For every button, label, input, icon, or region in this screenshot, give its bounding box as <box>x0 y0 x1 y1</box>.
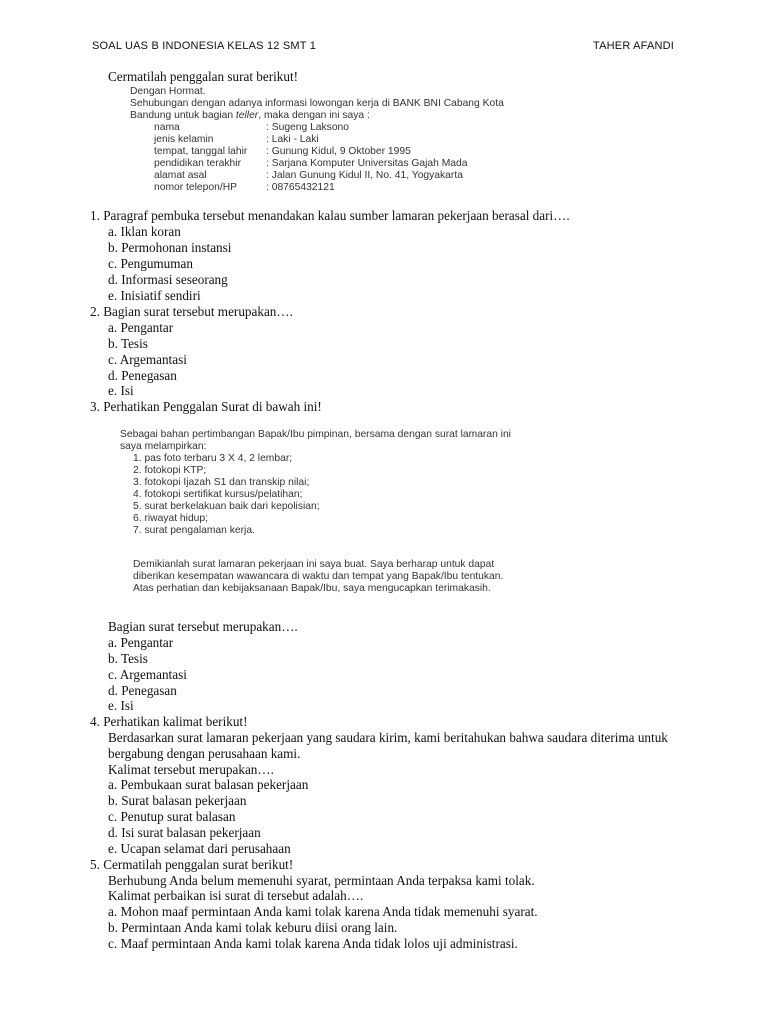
question-2-option: d. Penegasan <box>108 368 177 383</box>
question-3-option: c. Argemantasi <box>108 667 187 682</box>
question-4-stem: 4. Perhatikan kalimat berikut! <box>90 714 248 729</box>
question-2-option: e. Isi <box>108 383 134 398</box>
question-3-option: a. Pengantar <box>108 635 174 650</box>
field-value: : Gunung Kidul, 9 Oktober 1995 <box>266 146 411 157</box>
question-1-option: c. Pengumuman <box>108 256 193 271</box>
letter-greeting: Dengan Hormat. <box>130 86 206 97</box>
field-label: tempat, tanggal lahir <box>154 146 248 157</box>
question-4-option: c. Penutup surat balasan <box>108 809 236 824</box>
field-value: : 08765432121 <box>266 182 335 193</box>
question-1-option: a. Iklan koran <box>108 224 181 239</box>
letter-line: Sehubungan dengan adanya informasi lowongan kerja di BANK BNI Cabang Kota <box>130 98 504 109</box>
attachment-item: 2. fotokopi KTP; <box>133 465 207 476</box>
attachment-item: 4. fotokopi sertifikat kursus/pelatihan; <box>133 489 303 500</box>
question-4-quote: bergabung dengan perusahaan kami. <box>108 746 301 761</box>
question-5-option: c. Maaf permintaan Anda kami tolak karena Anda tidak lolos uji administrasi. <box>108 936 518 951</box>
field-label: pendidikan terakhir <box>154 158 242 169</box>
question-1-stem: 1. Paragraf pembuka tersebut menandakan kalau sumber lamaran pekerjaan berasal dari…. <box>90 208 570 223</box>
letter-line: Bandung untuk bagian teller, maka dengan ini saya : <box>130 110 370 121</box>
field-value: : Jalan Gunung Kidul II, No. 41, Yogyakarta <box>266 170 463 181</box>
field-value: : Laki - Laki <box>266 134 319 145</box>
question-1-option: e. Inisiatif sendiri <box>108 288 201 303</box>
document-header-author: TAHER AFANDI <box>593 40 675 52</box>
question-5-ask: Kalimat perbaikan isi surat di tersebut adalah…. <box>108 888 364 903</box>
question-3-option: d. Penegasan <box>108 683 177 698</box>
field-value: : Sugeng Laksono <box>266 122 350 133</box>
question-4-option: e. Ucapan selamat dari perusahaan <box>108 841 291 856</box>
attachment-item: 5. surat berkelakuan baik dari kepolisian; <box>133 501 320 512</box>
question-2-option: a. Pengantar <box>108 320 174 335</box>
question-5-stem: 5. Cermatilah penggalan surat berikut! <box>90 857 294 872</box>
question-4-quote: Berdasarkan surat lamaran pekerjaan yang saudara kirim, kami beritahukan bahwa saudara diterima untuk <box>108 730 668 745</box>
question-2-stem: 2. Bagian surat tersebut merupakan…. <box>90 304 293 319</box>
question-5-option: a. Mohon maaf permintaan Anda kami tolak karena Anda tidak memenuhi syarat. <box>108 904 538 919</box>
attachment-item: 7. surat pengalaman kerja. <box>133 525 255 536</box>
question-3-option: e. Isi <box>108 698 134 713</box>
question-4-ask: Kalimat tersebut merupakan…. <box>108 762 274 777</box>
letter-closing-line: Atas perhatian dan kebijaksanaan Bapak/Ibu, saya mengucapkan terimakasih. <box>133 583 491 594</box>
question-1-option: b. Permohonan instansi <box>108 240 232 255</box>
question-5-quote: Berhubung Anda belum memenuhi syarat, permintaan Anda terpaksa kami tolak. <box>108 873 535 888</box>
question-4-option: d. Isi surat balasan pekerjaan <box>108 825 261 840</box>
letter-closing-line: diberikan kesempatan wawancara di waktu dan tempat yang Bapak/Ibu tentukan. <box>133 571 504 582</box>
question-5-option: b. Permintaan Anda kami tolak keburu diisi orang lain. <box>108 920 398 935</box>
document-header-title: SOAL UAS B INDONESIA KELAS 12 SMT 1 <box>92 40 317 52</box>
letter-line: saya melampirkan: <box>120 441 207 452</box>
attachment-item: 6. riwayat hidup; <box>133 513 208 524</box>
intro-instruction: Cermatilah penggalan surat berikut! <box>108 69 299 84</box>
field-label: nomor telepon/HP <box>154 182 237 193</box>
question-3-substem: Bagian surat tersebut merupakan…. <box>108 619 298 634</box>
attachment-item: 3. fotokopi Ijazah S1 dan transkip nilai; <box>133 477 310 488</box>
question-4-option: b. Surat balasan pekerjaan <box>108 793 247 808</box>
field-label: alamat asal <box>154 170 207 181</box>
field-label: nama <box>154 122 180 133</box>
question-3-stem: 3. Perhatikan Penggalan Surat di bawah ini! <box>90 399 322 414</box>
field-value: : Sarjana Komputer Universitas Gajah Mada <box>266 158 468 169</box>
field-label: jenis kelamin <box>154 134 214 145</box>
attachment-item: 1. pas foto terbaru 3 X 4, 2 lembar; <box>133 453 293 464</box>
question-1-option: d. Informasi seseorang <box>108 272 228 287</box>
letter-closing-line: Demikianlah surat lamaran pekerjaan ini saya buat. Saya berharap untuk dapat <box>133 559 495 570</box>
question-2-option: c. Argemantasi <box>108 352 187 367</box>
question-2-option: b. Tesis <box>108 336 148 351</box>
question-3-option: b. Tesis <box>108 651 148 666</box>
letter-line: Sebagai bahan pertimbangan Bapak/Ibu pimpinan, bersama dengan surat lamaran ini <box>120 429 511 440</box>
question-4-option: a. Pembukaan surat balasan pekerjaan <box>108 777 309 792</box>
